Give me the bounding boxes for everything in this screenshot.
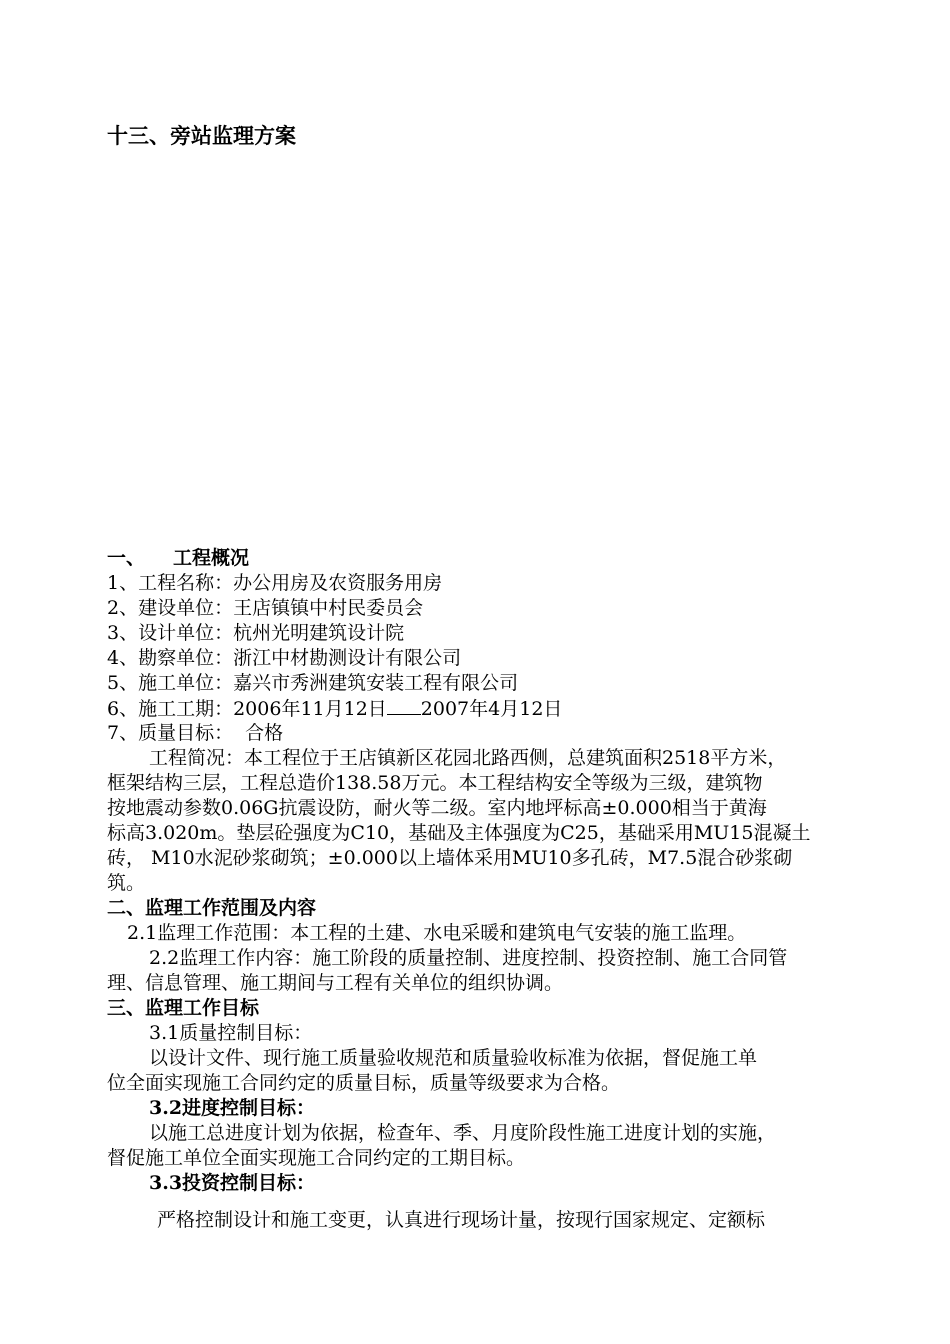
- section-1-title: 工程概况: [173, 547, 250, 569]
- investment-control-line: 严格控制设计和施工变更，认真进行现场计量，按现行国家规定、定额标: [157, 1209, 766, 1231]
- content-line: 理、信息管理、施工期间与工程有关单位的组织协调。: [107, 972, 564, 994]
- project-name: 1、工程名称：办公用房及农资服务用房: [107, 572, 443, 594]
- quality-control-line: 以设计文件、现行施工质量验收规范和质量验收标准为依据，督促施工单: [149, 1047, 758, 1069]
- schedule-control-line: 督促施工单位全面实现施工合同约定的工期目标。: [107, 1147, 526, 1169]
- chapter-title: 十三、旁站监理方案: [107, 124, 296, 148]
- section-3-heading: 三、监理工作目标: [107, 997, 260, 1019]
- quality-target: 7、质量目标： 合格: [107, 722, 284, 744]
- investment-control-heading: 3.3投资控制目标：: [149, 1172, 316, 1194]
- contractor-unit: 5、施工单位：嘉兴市秀洲建筑安装工程有限公司: [107, 672, 519, 694]
- summary-line: 筑。: [107, 872, 146, 894]
- summary-line: 框架结构三层，工程总造价138.58万元。本工程结构安全等级为三级，建筑物: [107, 772, 763, 794]
- period-start: 6、施工工期：2006年11月12日: [107, 698, 387, 720]
- schedule-control-line: 以施工总进度计划为依据，检查年、季、月度阶段性施工进度计划的实施，: [149, 1122, 777, 1144]
- section-2-heading: 二、监理工作范围及内容: [107, 897, 317, 919]
- quality-control-heading: 3.1质量控制目标：: [149, 1022, 313, 1044]
- summary-line: 工程简况：本工程位于王店镇新区花园北路西侧，总建筑面积2518平方米，: [149, 747, 787, 769]
- construction-unit: 2、建设单位：王店镇镇中村民委员会: [107, 597, 424, 619]
- summary-line: 按地震动参数0.06G抗震设防，耐火等二级。室内地坪标高±0.000相当于黄海: [107, 797, 767, 819]
- content-line: 2.2监理工作内容：施工阶段的质量控制、进度控制、投资控制、施工合同管: [149, 947, 788, 969]
- design-unit: 3、设计单位：杭州光明建筑设计院: [107, 622, 405, 644]
- scope-line: 2.1监理工作范围：本工程的土建、水电采暖和建筑电气安装的施工监理。: [127, 922, 747, 944]
- schedule-control-heading: 3.2进度控制目标：: [149, 1097, 316, 1119]
- survey-unit: 4、勘察单位：浙江中材勘测设计有限公司: [107, 647, 462, 669]
- section-1-heading: [107, 546, 862, 571]
- quality-control-line: 位全面实现施工合同约定的质量目标，质量等级要求为合格。: [107, 1072, 621, 1094]
- construction-period: [107, 696, 862, 721]
- section-1-number: 一、: [107, 547, 146, 569]
- summary-line: 砖， M10水泥砂浆砌筑；±0.000以上墙体采用MU10多孔砖，M7.5混合砂浆砌: [107, 847, 793, 869]
- period-underline: [387, 696, 421, 715]
- summary-line: 标高3.020m。垫层砼强度为C10，基础及主体强度为C25，基础采用MU15混凝土: [107, 822, 811, 844]
- document-body: [107, 546, 862, 1233]
- period-end: 2007年4月12日: [420, 698, 563, 720]
